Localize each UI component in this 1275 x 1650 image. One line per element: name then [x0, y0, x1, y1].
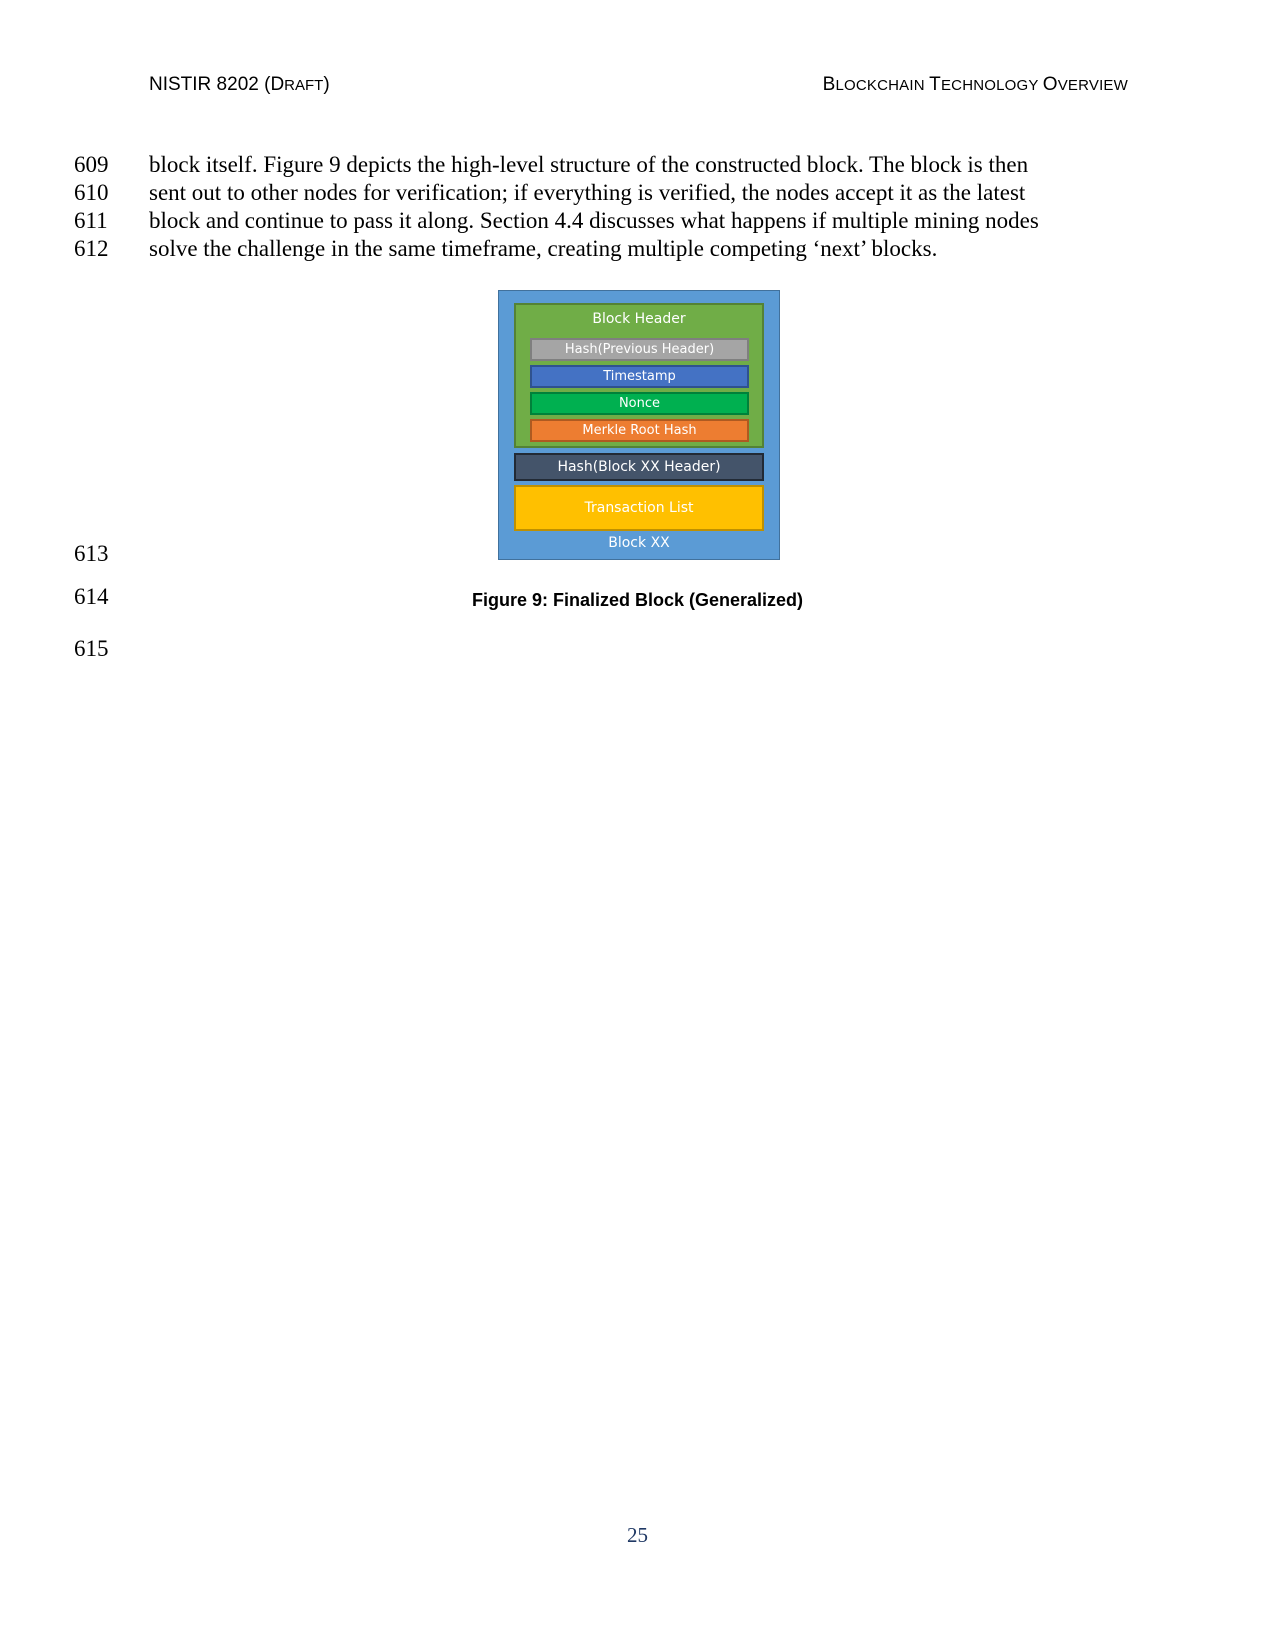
line-number: 612	[74, 236, 109, 261]
body-text-line: solve the challenge in the same timeframe, creating multiple competing ‘next’ blocks.	[149, 236, 938, 261]
line-number: 614	[74, 584, 109, 609]
nonce-field: Nonce	[530, 392, 749, 415]
line-number: 615	[74, 636, 109, 661]
timestamp-field: Timestamp	[530, 365, 749, 388]
line-number: 611	[74, 208, 108, 233]
block-label: Block XX	[608, 535, 670, 551]
page-number: 25	[627, 1523, 648, 1547]
body-text-line: block itself. Figure 9 depicts the high-level structure of the constructed block. The block is then	[149, 152, 1029, 177]
block-header-box	[514, 303, 764, 448]
body-text-line: block and continue to pass it along. Section 4.4 discusses what happens if multiple mining nodes	[149, 208, 1039, 233]
figure-caption: Figure 9: Finalized Block (Generalized)	[471, 590, 804, 610]
line-number: 610	[74, 180, 109, 205]
merkle-root-hash-field: Merkle Root Hash	[530, 419, 749, 442]
running-header-doc-id: NISTIR 8202 (DRAFT)	[149, 74, 330, 95]
transaction-list-box: Transaction List	[514, 485, 764, 531]
block-header-hash-box: Hash(Block XX Header)	[514, 453, 764, 481]
running-header-title: BLOCKCHAIN TECHNOLOGY OVERVIEW	[822, 74, 1128, 95]
body-text-line: sent out to other nodes for verification; if everything is verified, the nodes accept it as the latest	[149, 180, 1026, 205]
block-header-title: Block Header	[592, 311, 686, 327]
block-diagram	[498, 290, 780, 560]
line-number: 613	[74, 541, 109, 566]
doc-id: NISTIR 8202	[149, 74, 259, 95]
line-number: 609	[74, 152, 109, 177]
previous-header-hash-field: Hash(Previous Header)	[530, 338, 749, 361]
